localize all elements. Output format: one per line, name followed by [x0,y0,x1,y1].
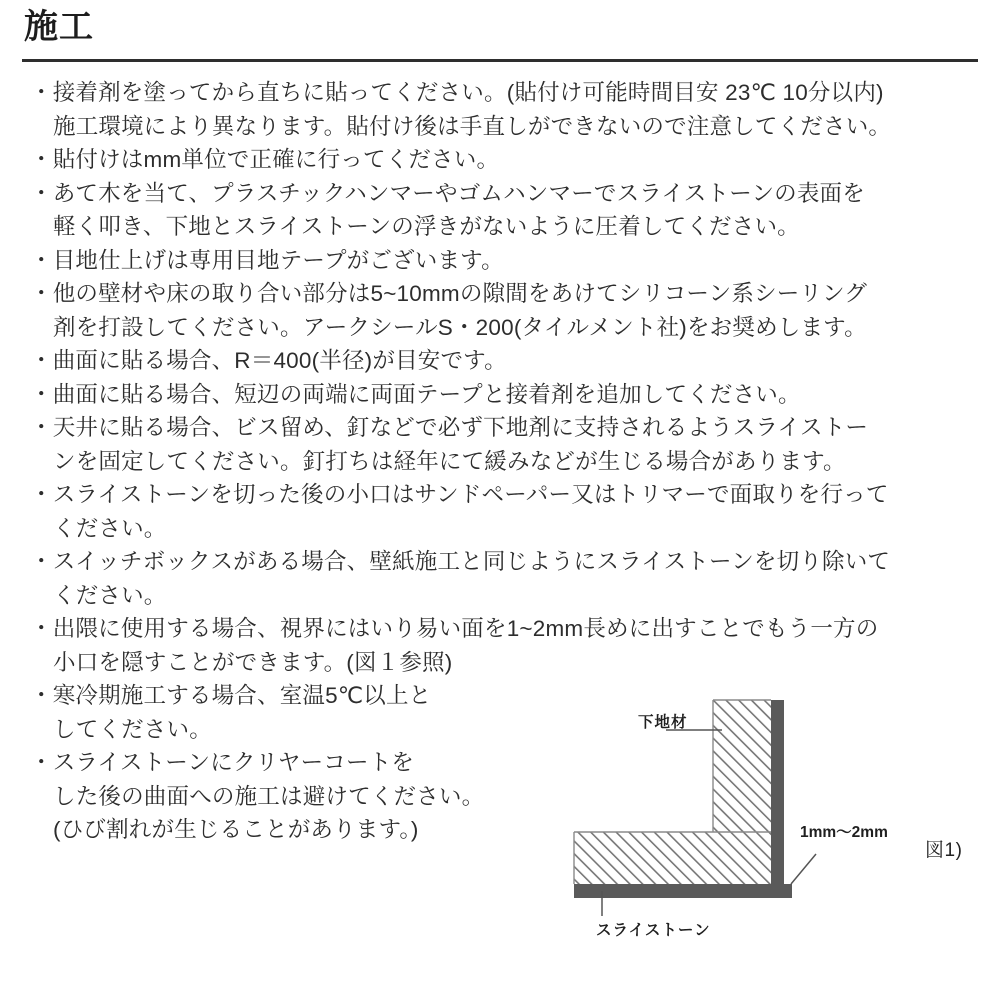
list-item-text: あて木を当て、プラスチックハンマーやゴムハンマーでスライストーンの表面を [52,180,865,206]
list-item-first-line: ・ [30,415,53,440]
list-item [30,612,980,679]
list-item-text: ンを固定してください。釘打ちは経年にて緩みなどが生じる場合があります。 [53,448,846,474]
list-item-text: 剤を打設してください。アークシールS・200(タイルメント社)をお奨めします。 [53,314,867,340]
list-item-first-line: ・ [30,348,53,373]
figure-caption: 図1) [925,840,963,861]
list-item-first-line: ・ [30,247,53,273]
list-item-text: スライストーンにクリヤーコートを [52,750,415,775]
list-item-first-line: ・ [30,750,53,775]
list-item-text: 接着剤を塗ってから直ちに貼ってください。(貼付け可能時間目安 23℃ 10分以内) [52,80,884,105]
list-item-text: 曲面に貼る場合、短辺の両端に両面テープと接着剤を追加してください。 [52,381,801,407]
list-item-first-line: ・ [30,616,53,641]
list-item-text: (ひび割れが生じることがあります。) [53,817,419,842]
list-item [30,244,980,278]
list-item-text: ください。 [53,515,167,541]
list-item [30,378,980,412]
list-item [30,411,980,478]
list-item-text: 出隈に使用する場合、視界にはいり易い面を1~2mm長めに出すことでもう一方の [52,616,879,641]
list-item-text: 曲面に貼る場合、R＝400(半径)が目安です。 [52,348,507,373]
leader-gap [791,854,816,884]
list-item-first-line: ・ [30,147,53,172]
list-item-first-line: ・ [30,683,53,708]
slicestone-horizontal [574,884,792,898]
list-item [30,76,980,143]
list-item-text: 天井に貼る場合、ビス留め、釘などで必ず下地剤に支持されるようスライストー [52,415,869,440]
list-item-text: 小口を隠すことができます。(図１参照) [53,649,453,675]
list-item-first-line: ・ [30,482,53,507]
list-item [30,478,980,545]
list-item-text: 軽く叩き、下地とスライストーンの浮きがないように圧着してください。 [53,214,800,239]
list-item-first-line: ・ [30,549,53,574]
list-item [30,277,980,344]
list-item-text: した後の曲面への施工は避けてください。 [53,783,485,809]
slicestone-vertical [771,700,784,884]
page-title: 施工 [24,8,94,46]
list-item-text: 施工環境により異なります。貼付け後は手直しができないので注意してください。 [53,113,892,139]
figure-label-substrate: 下地材 [638,714,688,731]
list-item-text: 寒冷期施工する場合、室温5℃以上と [52,683,432,708]
figure-label-gap: 1mm〜2mm [800,824,888,841]
list-item-text: 貼付けはmm単位で正確に行ってください。 [52,147,500,172]
list-item-text: ください。 [53,582,167,608]
list-item-first-line: ・ [30,180,53,206]
list-item [30,143,980,177]
list-item-first-line: ・ [30,80,53,105]
substrate-floor-hatch [574,832,771,884]
list-item [30,344,980,378]
list-item [30,545,980,612]
substrate-wall-hatch [713,700,771,832]
list-item-first-line: ・ [30,381,53,407]
figure-label-slicestone: スライストーン [596,922,711,939]
list-item-first-line: ・ [30,281,53,306]
list-item-text: 目地仕上げは専用目地テープがございます。 [52,247,504,273]
list-item-text: 他の壁材や床の取り合い部分は5~10mmの隙間をあけてシリコーン系シーリング [52,281,868,306]
title-divider [22,59,978,62]
list-item-text: スライストーンを切った後の小口はサンドペーパー又はトリマーで面取りを行って [52,482,889,507]
list-item [30,177,980,244]
list-item-text: スイッチボックスがある場合、壁紙施工と同じようにスライストーンを切り除いて [52,549,891,574]
list-item-text: してください。 [53,716,212,742]
